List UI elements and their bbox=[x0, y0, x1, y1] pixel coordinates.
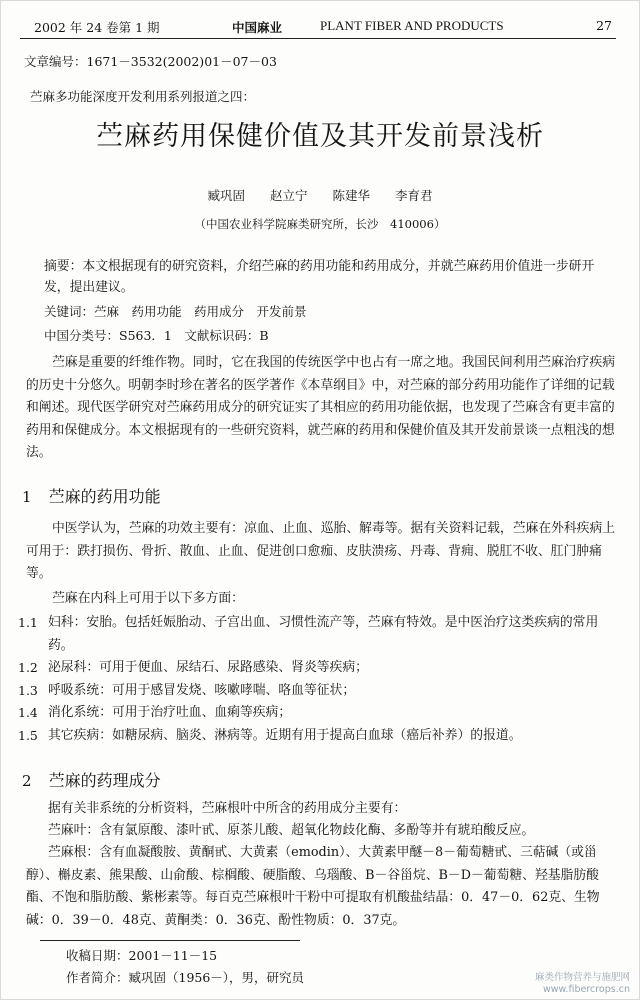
watermark-line-1: 麻类作物营养与施肥网 bbox=[534, 972, 630, 983]
list-text: 消化系统：可用于治疗吐血、血痢等疾病； bbox=[48, 705, 292, 720]
list-text: 泌尿科：可用于便血、尿结石、尿路感染、肾炎等疾病； bbox=[48, 660, 368, 675]
list-item bbox=[18, 612, 616, 657]
authors: 臧巩固 赵立宁 陈建华 李育君 bbox=[207, 188, 433, 203]
section-2-heading bbox=[22, 768, 161, 791]
running-header bbox=[20, 14, 616, 39]
series-label: 苎麻多功能深度开发利用系列报道之四： bbox=[30, 89, 256, 104]
classification: 中国分类号：S563．1 文献标识码：B bbox=[44, 328, 269, 343]
list-text: 其它疾病：如糖尿病、脑炎、淋病等。近期有用于提高白血球（癌后补养）的报道。 bbox=[48, 727, 522, 743]
list-number: 1.1 bbox=[18, 615, 38, 630]
section-1-intro-line: 苎麻在内科上可用于以下多方面： bbox=[52, 591, 244, 606]
author-bio: 作者简介：臧巩固（1956－），男，研究员 bbox=[66, 970, 305, 985]
issue-info: 2002 年 24 卷第 1 期 bbox=[34, 20, 160, 35]
abstract: 摘要：本文根据现有的研究资料，介绍苎麻的药用功能和药用成分，并就苎麻药用价值进一步研开发，提出建议。 bbox=[44, 259, 595, 295]
keywords: 关键词：苎麻 药用功能 药用成分 开发前景 bbox=[44, 304, 307, 319]
watermark bbox=[535, 972, 630, 996]
footnote-rule bbox=[40, 940, 300, 941]
journal-name-cn: 中国麻业 bbox=[232, 20, 283, 35]
list-text: 妇科：安胎。包括妊娠胎动、子宫出血、习惯性流产等，苎麻有特效。是中医治疗这类疾病的常用药。 bbox=[48, 615, 599, 653]
list-number: 1.4 bbox=[18, 705, 38, 720]
list-number: 1.5 bbox=[18, 727, 38, 743]
section-1-heading bbox=[22, 484, 161, 507]
list-text: 呼吸系统：可用于感冒发烧、咳嗽哮喘、咯血等征状； bbox=[48, 682, 356, 698]
section-number: 2 bbox=[22, 772, 32, 790]
list-number: 1.3 bbox=[18, 682, 38, 698]
affiliation: （中国农业科学院麻类研究所，长沙 410006） bbox=[194, 217, 446, 231]
received-date: 收稿日期：2001－11－15 bbox=[66, 948, 218, 963]
section-1-paragraph: 中医学认为，苎麻的功效主要有：凉血、止血、巡胎、解毒等。据有关资料记载，苎麻在外科疾病上可用于：跌打损伤、骨折、散血、止血、促进创口愈痂、皮肤溃疡、丹毒、背痈、脱肛不收、肛门肿痛等。 bbox=[26, 521, 616, 581]
list-number: 1.2 bbox=[18, 660, 38, 675]
ramie-leaf-composition: 苎麻叶：含有氯原酸、漆叶甙、原茶儿酸、超氧化物歧化酶、多酚等并有琥珀酸反应。 bbox=[48, 823, 535, 838]
section-number: 1 bbox=[22, 488, 32, 506]
intro-paragraph: 苎麻是重要的纤维作物。同时，它在我国的传统医学中也占有一席之地。我国民间利用苎麻治疗疾病的历史十分悠久。明朝李时珍在著名的医学著作《本草纲目》中，对苎麻的部分药用功能作了详细的记载和阐述。现代医学研究对苎麻药用成分的研究证实了其相应的药用功能依据，也发现了苎麻含有更丰富的药用和保健成分。本文根据现有的一些研究资料，就苎麻的药用和保健价值及其开发前景谈一点粗浅的想法。 bbox=[26, 355, 616, 460]
section-2-intro: 据有关非系统的分析资料，苎麻根叶中所含的药用成分主要有： bbox=[48, 801, 407, 816]
section-title: 苎麻的药用功能 bbox=[48, 487, 161, 506]
ramie-root-composition: 苎麻根：含有血凝酸胺、黄酮甙、大黄素（emodin）、大黄素甲醚－8－葡萄糖甙、三萜碱（或甾醇）、槲皮素、熊果酸、山俞酸、棕榈酸、硬脂酸、乌瑙酸、B－谷甾烷、B－D－葡萄糖、羟基脂肪酸酯、不饱和脂肪酸、紫彬素等。每百克苎麻根叶干粉中可提取有机酸盐结晶：0．47－0．62克、生物碱：0．39－0．48克、黄酮类：0．36克、酚性物质：0．37克。 bbox=[26, 845, 600, 928]
watermark-line-2: www.fibercrops.cn bbox=[543, 984, 630, 995]
section-title: 苎麻的药理成分 bbox=[48, 771, 161, 790]
page-number: 27 bbox=[596, 18, 612, 33]
list-item bbox=[18, 680, 616, 703]
journal-name-en: PLANT FIBER AND PRODUCTS bbox=[320, 18, 504, 33]
list-item bbox=[18, 725, 616, 748]
article-number: 文章编号：1671－3532(2002)01－07－03 bbox=[24, 54, 277, 69]
section-1-list bbox=[18, 612, 616, 747]
page-title: 苎麻药用保健价值及其开发前景浅析 bbox=[96, 121, 544, 152]
list-item bbox=[18, 657, 616, 680]
list-item bbox=[18, 702, 616, 725]
